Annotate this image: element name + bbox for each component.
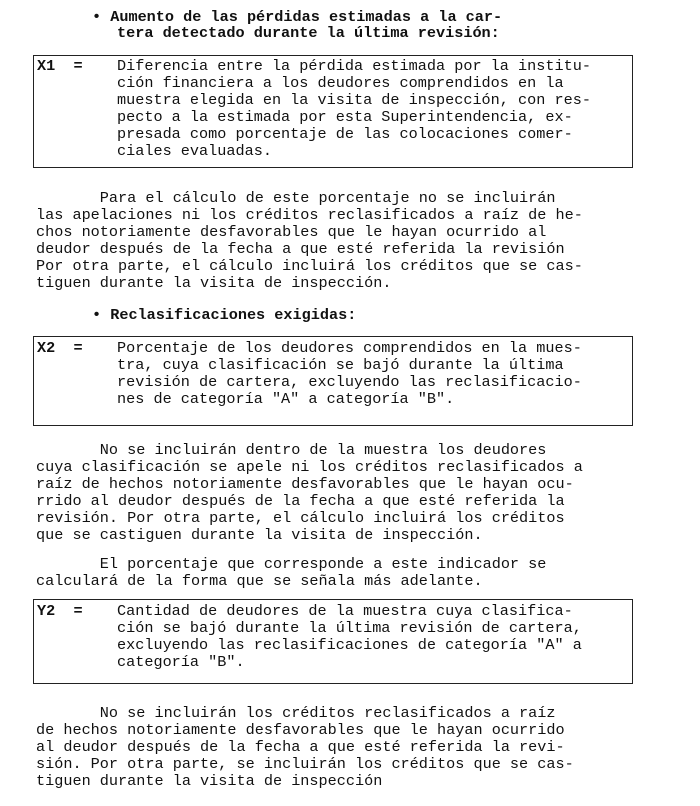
paragraph-line: El porcentaje que corresponde a este indicador se <box>36 555 547 573</box>
box-y2-line: categoría "B". <box>117 653 245 671</box>
paragraph-line: tiguen durante la visita de inspección. <box>36 274 392 292</box>
paragraph-line: deudor después de la fecha a que esté referida la revisión <box>36 240 565 258</box>
paragraph-line: Para el cálculo de este porcentaje no se incluirán <box>36 189 556 207</box>
box-x2-line: tra, cuya clasificación se bajó durante la última <box>117 356 564 374</box>
paragraph-line: que se castiguen durante la visita de inspección. <box>36 526 483 544</box>
paragraph-line: cuya clasificación se apele ni los créditos reclasificados a <box>36 458 583 476</box>
paragraph-line: de hechos notoriamente desfavorables que le hayan ocurrido <box>36 721 565 739</box>
paragraph-line: No se incluirán los créditos reclasificados a raíz <box>36 704 556 722</box>
paragraph-line: sión. Por otra parte, se incluirán los créditos que se cas- <box>36 755 574 773</box>
paragraph-line: las apelaciones ni los créditos reclasificados a raíz de he- <box>36 206 583 224</box>
paragraph-line: tiguen durante la visita de inspección <box>36 772 383 790</box>
paragraph-line: al deudor después de la fecha a que esté referida la revi- <box>36 738 565 756</box>
box-y2-line: Cantidad de deudores de la muestra cuya clasifica- <box>117 602 573 620</box>
indicator-label-x1: X1 = <box>37 57 83 75</box>
paragraph-line: raíz de hechos notoriamente desfavorables que le hayan ocu- <box>36 475 574 493</box>
box-x1-line: muestra elegida en la visita de inspección, con res- <box>117 91 591 109</box>
heading-aumento-perdidas-line1: • Aumento de las pérdidas estimadas a la car- <box>92 8 503 26</box>
paragraph-line: rrido al deudor después de la fecha a que esté referida la <box>36 492 565 510</box>
box-y2-line: ción se bajó durante la última revisión de cartera, <box>117 619 582 637</box>
heading-aumento-perdidas-line2: tera detectado durante la última revisión: <box>117 24 500 42</box>
paragraph-line: revisión. Por otra parte, el cálculo incluirá los créditos <box>36 509 565 527</box>
paragraph-line: No se incluirán dentro de la muestra los deudores <box>36 441 547 459</box>
indicator-label-x2: X2 = <box>37 339 83 357</box>
box-x1-line: ción financiera a los deudores comprendidos en la <box>117 74 564 92</box>
box-y2-line: excluyendo las reclasificaciones de categoría "A" a <box>117 636 582 654</box>
box-x1-line: presada como porcentaje de las colocaciones comer- <box>117 125 573 143</box>
box-x2-line: revisión de cartera, excluyendo las reclasificacio- <box>117 373 582 391</box>
paragraph-line: chos notoriamente desfavorables que le hayan ocurrido al <box>36 223 547 241</box>
box-x1-line: ciales evaluadas. <box>117 142 272 160</box>
box-x2-line: nes de categoría "A" a categoría "B". <box>117 390 455 408</box>
heading-reclasificaciones: • Reclasificaciones exigidas: <box>92 306 357 324</box>
box-x1-line: pecto a la estimada por esta Superintendencia, ex- <box>117 108 573 126</box>
box-x2-line: Porcentaje de los deudores comprendidos en la mues- <box>117 339 582 357</box>
paragraph-line: Por otra parte, el cálculo incluirá los créditos que se cas- <box>36 257 583 275</box>
box-x1-line: Diferencia entre la pérdida estimada por la institu- <box>117 57 591 75</box>
paragraph-line: calculará de la forma que se señala más adelante. <box>36 572 483 590</box>
indicator-label-y2: Y2 = <box>37 602 83 620</box>
